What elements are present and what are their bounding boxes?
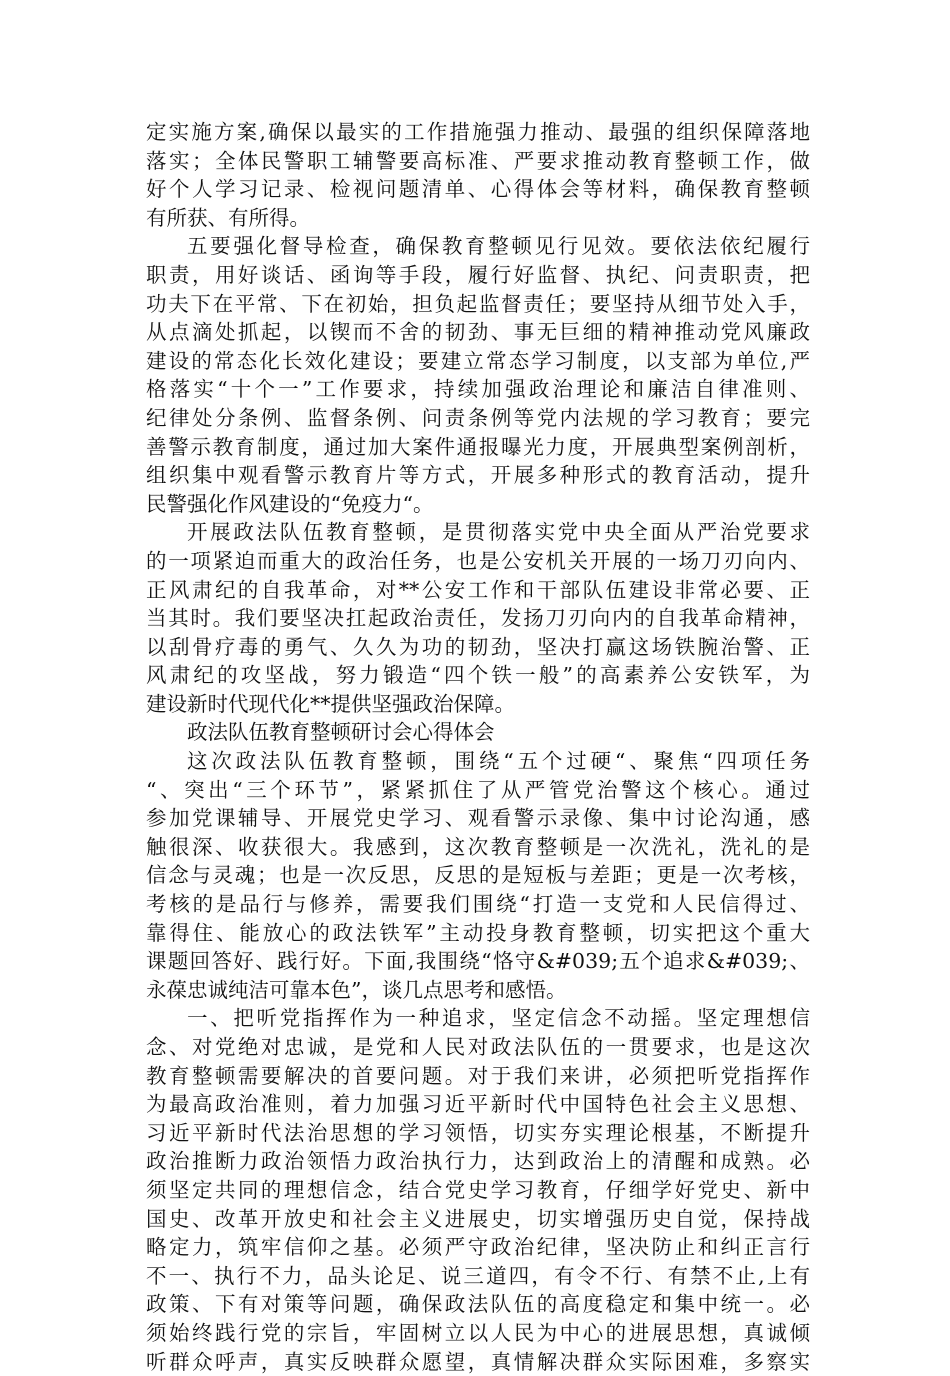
text-line: 定实施方案,确保以最实的工作措施强力推动、最强的组织保障落地 bbox=[146, 120, 810, 144]
paragraph-introduction bbox=[146, 747, 810, 1004]
text-line: 从点滴处抓起，以锲而不舍的韧劲、事无巨细的精神推动党风廉政 bbox=[146, 320, 810, 345]
text-line: 略定力，筑牢信仰之基。必须严守政治纪律，坚决防止和纠正言行 bbox=[146, 1235, 810, 1260]
text-line: 念、对党绝对忠诚，是党和人民对政法队伍的一贯要求，也是这次 bbox=[146, 1035, 810, 1059]
text-line: 永葆忠诚纯洁可靠本色”，谈几点思考和感悟。 bbox=[146, 977, 567, 1002]
text-line: 以刮骨疗毒的勇气、久久为功的韧劲，坚决打赢这场铁腕治警、正 bbox=[146, 634, 810, 659]
text-line: 开展政法队伍教育整顿，是贯彻落实党中央全面从严治党要求 bbox=[187, 520, 810, 545]
text-line: 民警强化作风建设的“免疫力“。 bbox=[146, 491, 434, 516]
text-line: 政治推断力政治领悟力政治执行力，达到政治上的清醒和成熟。必 bbox=[146, 1149, 810, 1174]
text-line: 建设的常态化长效化建设；要建立常态学习制度，以支部为单位,严 bbox=[146, 348, 810, 373]
text-line: 风肃纪的攻坚战，努力锻造“四个铁一般”的高素养公安铁军，为 bbox=[146, 663, 810, 688]
paragraph-point-one bbox=[146, 1004, 810, 1376]
text-line: 靠得住、能放心的政法铁军”主动投身教育整顿，切实把这个重大 bbox=[146, 920, 810, 945]
section-heading bbox=[146, 718, 810, 747]
text-line: 教育整顿需要解决的首要问题。对于我们来讲，必须把听党指挥作 bbox=[146, 1063, 810, 1088]
text-line: 善警示教育制度，通过加大案件通报曝光力度，开展典型案例剖析， bbox=[146, 434, 810, 459]
paragraph-implementation bbox=[146, 118, 810, 232]
text-line: 触很深、收获很大。我感到，这次教育整顿是一次洗礼，洗礼的是 bbox=[146, 834, 810, 859]
text-line: 须坚定共同的理想信念，结合党史学习教育，仔细学好党史、新中 bbox=[146, 1177, 810, 1202]
text-line: 国史、改革开放史和社会主义进展史，切实增强历史自觉，保持战 bbox=[146, 1206, 810, 1231]
text-line: 的一项紧迫而重大的政治任务，也是公安机关开展的一场刀刃向内、 bbox=[146, 548, 810, 573]
text-line: 有所获、有所得。 bbox=[146, 205, 310, 230]
text-line: “、突出“三个环节”，紧紧抓住了从严管党治警这个核心。通过 bbox=[146, 777, 810, 802]
text-line: 政策、下有对策等问题，确保政法队伍的高度稳定和集中统一。必 bbox=[146, 1292, 810, 1317]
text-line: 参加党课辅导、开展党史学习、观看警示录像、集中讨论沟通，感 bbox=[146, 806, 810, 831]
text-line: 正风肃纪的自我革命，对**公安工作和干部队伍建设非常必要、正 bbox=[146, 577, 810, 602]
text-line: 一、把听党指挥作为一种追求，坚定信念不动摇。坚定理想信 bbox=[187, 1006, 810, 1031]
text-line: 落实；全体民警职工辅警要高标准、严要求推动教育整顿工作，做 bbox=[146, 148, 810, 173]
text-line: 课题回答好、践行好。下面,我围绕“恪守&#039;五个追求&#039;、 bbox=[146, 949, 810, 974]
text-line: 为最高政治准则，着力加强习近平新时代中国特色社会主义思想、 bbox=[146, 1092, 810, 1117]
text-line: 纪律处分条例、监督条例、问责条例等党内法规的学习教育；要完 bbox=[146, 405, 810, 430]
paragraph-supervision bbox=[146, 232, 810, 518]
text-line: 习近平新时代法治思想的学习领悟，切实夯实理论根基，不断提升 bbox=[146, 1120, 810, 1145]
text-line: 这次政法队伍教育整顿，围绕“五个过硬“、聚焦“四项任务 bbox=[187, 749, 810, 774]
text-line: 不一、执行不力，品头论足、说三道四，有令不行、有禁不止,上有 bbox=[146, 1263, 810, 1288]
text-line: 职责，用好谈话、函询等手段，履行好监督、执纪、问责职责，把 bbox=[146, 262, 810, 287]
text-line: 建设新时代现代化**提供坚强政治保障。 bbox=[146, 691, 515, 716]
text-line: 格落实“十个一”工作要求，持续加强政治理论和廉洁自律准则、 bbox=[146, 377, 810, 402]
text-line: 好个人学习记录、检视问题清单、心得体会等材料，确保教育整顿 bbox=[146, 177, 810, 202]
paragraph-conclusion bbox=[146, 518, 810, 718]
text-line: 听群众呼声，真实反映群众愿望，真情解决群众实际困难，多察实 bbox=[146, 1349, 810, 1374]
text-line: 功夫下在平常、下在初始，担负起监督责任；要坚持从细节处入手， bbox=[146, 291, 810, 316]
text-line: 考核的是品行与修养，需要我们围绕“打造一支党和人民信得过、 bbox=[146, 892, 810, 917]
document-page bbox=[146, 118, 810, 1376]
text-line: 须始终践行党的宗旨，牢固树立以人民为中心的进展思想，真诚倾 bbox=[146, 1320, 810, 1345]
text-line: 五要强化督导检查，确保教育整顿见行见效。要依法依纪履行 bbox=[187, 234, 810, 259]
text-line: 信念与灵魂；也是一次反思，反思的是短板与差距；更是一次考核， bbox=[146, 863, 810, 888]
heading-line: 政法队伍教育整顿研讨会心得体会 bbox=[187, 720, 495, 745]
text-line: 当其时。我们要坚决扛起政治责任，发扬刀刃向内的自我革命精神， bbox=[146, 606, 810, 631]
text-line: 组织集中观看警示教育片等方式，开展多种形式的教育活动，提升 bbox=[146, 463, 810, 488]
